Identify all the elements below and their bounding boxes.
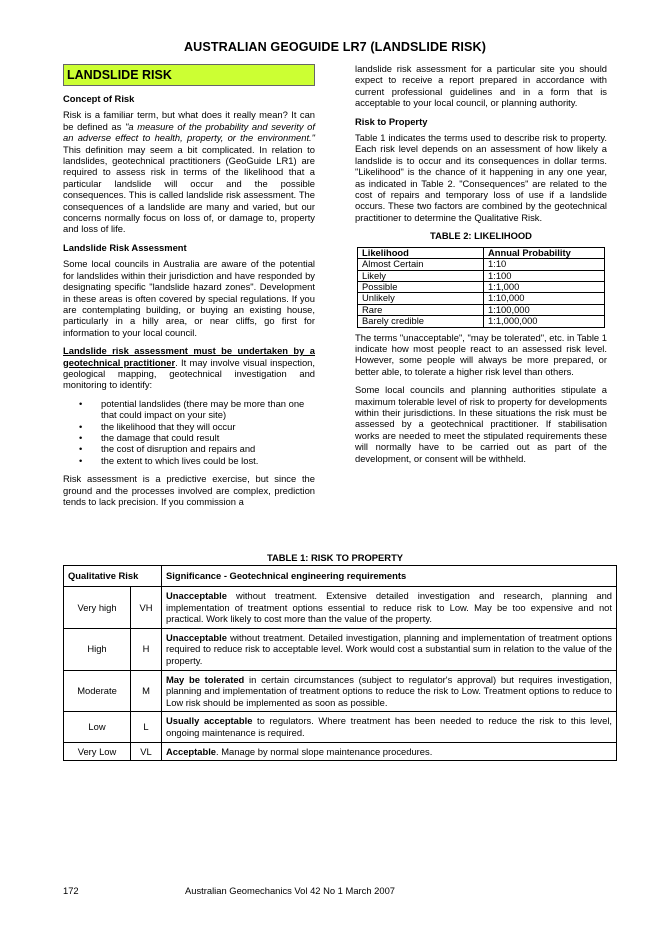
list-item xyxy=(79,454,315,466)
table-row xyxy=(358,281,605,292)
list-item xyxy=(79,443,315,455)
concept-text-b: This definition may seem a bit complicated. In relation to landslides, geotechnical practitioners (GeoGuide LR1) are required to assess risk in terms of the likelihood that a particular landslide will occur and the possible consequences. This is called landslide risk assessment. The consequences of a landslide are many and varied, but our concerns normally focus on loss of, or damage to, property and loss of life. xyxy=(63,143,315,235)
list-item-text: potential landslides (there may be more than one that could impact on your site) xyxy=(101,397,305,421)
bullet-icon: • xyxy=(79,397,83,409)
risk-to-property-table xyxy=(63,565,617,761)
table-cell: Possible xyxy=(358,281,484,292)
concept-text-a: Risk is a familiar term, but what does it really mean? It can be defined as xyxy=(63,109,315,132)
section-banner: LANDSLIDE RISK xyxy=(63,64,315,86)
practitioner-emphasis: Landslide risk assessment must be undertaken by a geotechnical practitioner xyxy=(63,345,315,368)
left-column xyxy=(63,64,315,514)
bullet-icon: • xyxy=(79,431,83,443)
significance-text: without treatment. Extensive detailed investigation and research, planning and implementation of treatment options essential to reduce risk to Low. May be too expensive and not practical. Work likely to cost more than the value of the property. xyxy=(166,590,612,625)
table2-title: TABLE 2: LIKELIHOOD xyxy=(430,230,532,242)
significance-cell xyxy=(162,742,617,761)
list-item xyxy=(79,431,315,443)
page-number: 172 xyxy=(63,885,79,896)
significance-cell xyxy=(162,712,617,742)
continuation-paragraph: landslide risk assessment for a particular site you should expect to receive a report prepared in accordance with current professional guidelines and in a form that is acceptable to your local council, or planning authority. xyxy=(355,63,607,109)
column-header: Significance - Geotechnical engineering requirements xyxy=(162,566,617,587)
table-header-row xyxy=(358,247,605,258)
bullet-icon: • xyxy=(79,443,83,455)
table-cell: 1:1,000,000 xyxy=(484,316,605,327)
column-header: Qualitative Risk xyxy=(64,566,162,587)
table-row xyxy=(358,316,605,327)
significance-text: without treatment. Detailed investigation, planning and implementation of treatment options required to reduce risk to acceptable level. Work would cost a substantial sum in relation to the value of the property. xyxy=(166,631,612,666)
assessment-p2-rest: . It may involve visual inspection, geological mapping, geotechnical investigation and monitoring to identify: xyxy=(63,356,315,391)
risk-level: High xyxy=(64,628,131,670)
risk-code: L xyxy=(131,712,162,742)
table-cell: Unlikely xyxy=(358,293,484,304)
table-row xyxy=(358,304,605,315)
risk-definition-quote: "a measure of the probability and severity of an adverse effect to health, property, or the environment." xyxy=(63,120,316,144)
significance-keyword: Usually acceptable xyxy=(166,715,253,727)
property-heading: Risk to Property xyxy=(355,115,428,127)
journal-citation: Australian Geomechanics Vol 42 No 1 March 2007 xyxy=(185,885,396,896)
property-paragraph: Table 1 indicates the terms used to describe risk to property. Each risk level depends on an assessment of how likely a landslide is to occur and its consequences in dollar terms. "Likelihood" is the chance of it happening in any one year, as indicated in Table 2. "Consequences" are related to the cost of repairs and temporary loss of use if a landslide occurs. These two factors are combined by the geotechnical practitioner to determine the Qualitative Risk. xyxy=(355,132,607,223)
list-item-text: the cost of disruption and repairs and xyxy=(101,443,256,455)
identify-list xyxy=(63,398,315,466)
table-cell: 1:100 xyxy=(484,270,605,281)
list-item-text: the damage that could result xyxy=(101,431,220,443)
table-cell: Barely credible xyxy=(358,316,484,327)
page-title: AUSTRALIAN GEOGUIDE LR7 (LANDSLIDE RISK) xyxy=(183,40,487,54)
table-header-row xyxy=(64,566,617,587)
significance-cell xyxy=(162,670,617,712)
likelihood-table xyxy=(357,247,605,328)
significance-cell xyxy=(162,587,617,629)
column-header: Annual Probability xyxy=(484,247,605,258)
table-row xyxy=(64,587,617,629)
significance-keyword: Unacceptable xyxy=(166,590,227,601)
table-cell: Likely xyxy=(358,270,484,281)
table-cell: 1:1,000 xyxy=(484,281,605,292)
risk-level: Moderate xyxy=(64,670,131,712)
table-row xyxy=(358,293,605,304)
concept-paragraph xyxy=(63,109,315,234)
list-item-text: the extent to which lives could be lost. xyxy=(101,454,259,466)
list-item xyxy=(79,397,315,421)
risk-level: Very high xyxy=(64,587,131,629)
risk-level: Low xyxy=(64,712,131,742)
significance-keyword: Unacceptable xyxy=(166,631,227,643)
table-row xyxy=(64,670,617,712)
table-cell: 1:10 xyxy=(484,259,605,270)
list-item-text: the likelihood that they will occur xyxy=(101,420,236,432)
significance-keyword: May be tolerated xyxy=(166,673,245,685)
assessment-paragraph-3: Risk assessment is a predictive exercise, but since the ground and the processes involved are complex, prediction tends to lack precision. If you commission a xyxy=(63,473,315,507)
table-row xyxy=(358,259,605,270)
risk-code: VL xyxy=(131,742,162,761)
table1-title: TABLE 1: RISK TO PROPERTY xyxy=(266,552,404,563)
assessment-paragraph-2 xyxy=(63,345,315,391)
terms-paragraph: The terms "unacceptable", "may be tolerated", etc. in Table 1 indicate how most people react to an assessed risk level. However, some people will always be more prepared, or better able, to tolerate a higher risk level than others. xyxy=(355,331,607,377)
councils-paragraph: Some local councils and planning authorities stipulate a maximum tolerable level of risk to property for developments within their jurisdictions. In these situations the risk must be assessed by a geotechnical practitioner. If stabilisation works are needed to meet the stipulated requirements these will normally have to be carried out as part of the development, or consent will be withheld. xyxy=(355,384,607,464)
significance-keyword: Acceptable xyxy=(166,745,217,757)
list-item xyxy=(79,420,315,432)
right-column xyxy=(355,63,607,471)
table-cell: Rare xyxy=(358,304,484,315)
assessment-heading: Landslide Risk Assessment xyxy=(63,241,187,253)
column-header: Likelihood xyxy=(358,247,484,258)
bullet-icon: • xyxy=(79,420,83,432)
significance-text: in certain circumstances (subject to regulator's approval) but requires investigation, planning and implementation of treatment options to reduce the risk to Low. Treatment options to reduce to Low risk should be implemented as soon as possible. xyxy=(166,673,612,708)
table-cell: Almost Certain xyxy=(358,259,484,270)
risk-code: M xyxy=(131,670,162,712)
risk-code: H xyxy=(131,628,162,670)
table-row xyxy=(64,628,617,670)
table-row xyxy=(64,742,617,761)
bullet-icon: • xyxy=(79,454,83,466)
table-row xyxy=(64,712,617,742)
risk-code: VH xyxy=(131,587,162,629)
table-row xyxy=(358,270,605,281)
table-cell: 1:100,000 xyxy=(484,304,605,315)
significance-cell xyxy=(162,628,617,670)
significance-text: to regulators. Where treatment has been needed to reduce the risk to this level, ongoing maintenance is required. xyxy=(166,715,613,738)
risk-level: Very Low xyxy=(64,742,131,761)
assessment-paragraph-1: Some local councils in Australia are aware of the potential for landslides within their jurisdiction and have responded by designating specific "landslide hazard zones". Development in these areas is often covered by special regulations. If you are contemplating building, or buying an existing house, particularly in a hilly area, or near cliffs, go first for information to your local council. xyxy=(63,258,315,338)
concept-heading: Concept of Risk xyxy=(63,93,135,104)
table-cell: 1:10,000 xyxy=(484,293,605,304)
significance-text: . Manage by normal slope maintenance procedures. xyxy=(216,745,433,757)
